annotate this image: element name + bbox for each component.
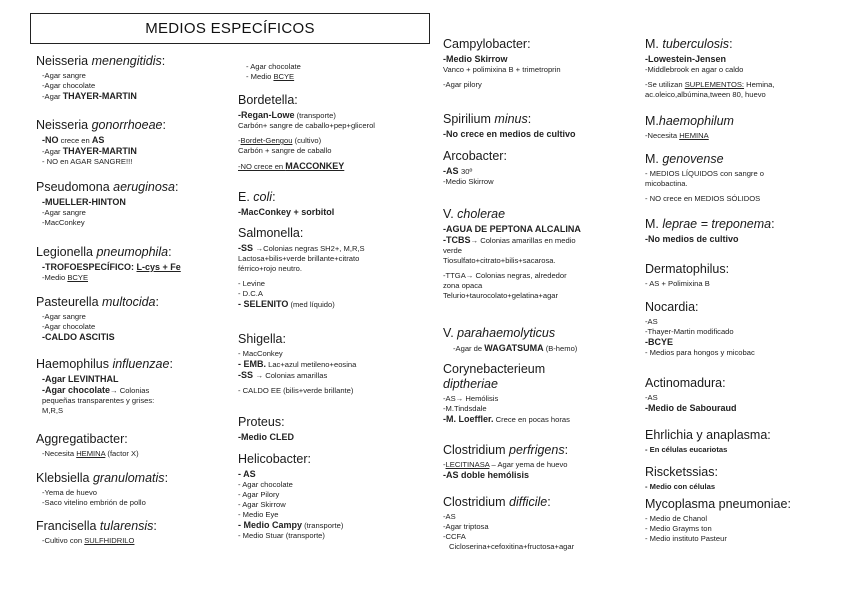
text-line xyxy=(238,520,343,531)
text-line: - AS + Polimixina B xyxy=(645,279,710,288)
text-line: -Agar xyxy=(42,92,63,101)
text-line: Clostridium xyxy=(443,443,509,457)
text-line: (transporte) xyxy=(302,521,344,530)
text-line xyxy=(36,273,181,283)
text-line: -Yema de huevo xyxy=(42,488,98,497)
text-line: leprae = treponema xyxy=(662,217,772,231)
text-line: -NO xyxy=(42,135,59,145)
section-heading: Neisseria menengitidis: xyxy=(36,54,166,68)
section-m-leprae xyxy=(645,217,775,245)
text-line: -Agar xyxy=(42,147,63,156)
text-line: difficile xyxy=(509,495,548,509)
text-line: tuberculosis xyxy=(662,37,730,51)
section-m-tuberculosis xyxy=(645,37,774,100)
text-line xyxy=(36,385,173,396)
section-heading: Ehrlichia y anaplasma: xyxy=(645,428,771,442)
text-line xyxy=(443,235,581,246)
section-heading: Proteus: xyxy=(238,415,285,429)
text-line: - NO crece en MEDIOS SÓLIDOS xyxy=(645,194,761,203)
section-heading xyxy=(443,207,581,222)
text-line: -MacConkey + sorbitol xyxy=(238,207,335,217)
text-line: (transporte) xyxy=(294,111,336,120)
section-corynebacterium xyxy=(443,362,570,425)
text-line: zona opaca xyxy=(443,281,483,290)
section-ecoli xyxy=(238,190,334,218)
text-line: -Bordet-Gengou (cultivo) xyxy=(238,136,322,145)
section-ehrlichia xyxy=(645,428,771,455)
section-heading: Legionella pneumophila: xyxy=(36,245,172,259)
text-line: - Agar chocolate xyxy=(238,480,293,489)
text-line: LECITINASA xyxy=(445,460,490,469)
section-aggregatibacter xyxy=(36,432,139,459)
page-title-box xyxy=(30,13,430,44)
text-line: - Medios para hongos y micobac xyxy=(645,348,755,357)
text-line xyxy=(36,146,166,157)
text-line: menengitidis xyxy=(91,54,162,68)
text-line: - SELENITO xyxy=(238,299,289,309)
text-line: - Agar Pilory xyxy=(238,490,280,499)
text-line: HEMINA xyxy=(76,449,106,458)
section-shigella xyxy=(238,332,356,396)
text-line: -Necesita xyxy=(42,449,77,458)
text-line: -Agar sangre xyxy=(42,71,86,80)
text-line xyxy=(36,135,166,146)
text-line: THAYER-MARTIN xyxy=(62,146,137,156)
text-line: Telurio+taurocolato+gelatina+agar xyxy=(443,291,559,300)
section-helicobacter xyxy=(238,452,343,541)
text-line: - CALDO EE (bilis+verde brillante) xyxy=(238,386,354,395)
page-title: MEDIOS ESPECÍFICOS xyxy=(145,20,315,37)
section-pasteurella-continued xyxy=(240,62,301,82)
text-line: – Agar yema de huevo xyxy=(489,460,568,469)
section-heading: M. leprae = treponema: xyxy=(645,217,775,231)
text-line: - D.C.A xyxy=(238,289,263,298)
text-line: E. xyxy=(238,190,254,204)
section-heading: Aggregatibacter: xyxy=(36,432,128,446)
text-line: Bordet-Gengou xyxy=(240,136,293,145)
text-line: -SS xyxy=(238,370,256,380)
section-heading: Pasteurella multocida: xyxy=(36,295,159,309)
section-heading: Clostridium perfrigens: xyxy=(443,443,569,457)
text-line: - MEDIOS LÍQUIDOS con sangre o xyxy=(645,169,765,178)
text-line: -Agar de xyxy=(453,344,485,353)
text-line: Pasteurella xyxy=(36,295,103,309)
text-line: -Medio Skirrow xyxy=(443,177,494,186)
text-line: Hemina, xyxy=(744,80,775,89)
text-line: (factor X) xyxy=(105,449,139,458)
section-heading: Campylobacter: xyxy=(443,37,531,51)
section-m-haemophilum xyxy=(645,114,734,141)
section-vibrio-parahaemolyticus xyxy=(443,326,577,354)
text-line: -Agar LEVINTHAL xyxy=(42,374,119,384)
text-line: -No medios de cultivo xyxy=(645,234,739,244)
section-heading xyxy=(645,152,764,167)
text-line xyxy=(443,343,577,354)
text-line xyxy=(645,80,774,90)
text-line: perfrigens xyxy=(509,443,565,457)
text-line: -Medio xyxy=(42,273,68,282)
text-line: cholerae xyxy=(457,207,506,221)
text-line: →Colonias negras SH2+, M,R,S xyxy=(255,244,365,253)
text-line: → Colonias xyxy=(110,386,150,395)
section-heading xyxy=(645,114,734,129)
text-line: -AGUA DE PEPTONA ALCALINA xyxy=(443,224,581,234)
text-line: -CCFA xyxy=(443,532,466,541)
text-line: - En células eucariotas xyxy=(645,445,728,454)
section-heading: M. tuberculosis: xyxy=(645,37,733,51)
text-line: M. xyxy=(645,217,663,231)
text-line: -Agar chocolate xyxy=(42,322,96,331)
section-klebsiella xyxy=(36,471,168,508)
text-line: - Medio con células xyxy=(645,482,716,491)
text-line: L-cys + Fe xyxy=(136,262,181,272)
text-line: Haemophilus xyxy=(36,357,113,371)
section-mycoplasma xyxy=(645,497,791,544)
text-line: -CALDO ASCITIS xyxy=(42,332,115,342)
text-line: -Lowestein-Jensen xyxy=(645,54,727,64)
text-line xyxy=(238,359,356,370)
text-line: → Colonias amarillas xyxy=(255,371,328,380)
text-line: V. xyxy=(443,207,458,221)
text-line: - Medio Campy xyxy=(238,520,303,530)
text-line: -Medio CLED xyxy=(238,432,294,442)
text-line: Carbón+ sangre de caballo+pep+glicerol xyxy=(238,121,375,130)
text-line: parahaemolyticus xyxy=(457,326,556,340)
text-line xyxy=(36,449,139,459)
section-clostridium-perfringens xyxy=(443,443,568,481)
text-line: influenzae xyxy=(112,357,170,371)
section-legionella xyxy=(36,245,181,283)
text-line: Cicloserina+cefoxitina+fructosa+agar xyxy=(449,542,575,551)
text-line: haemophilum xyxy=(658,114,734,128)
section-campylobacter xyxy=(443,37,561,90)
text-line: -Regan-Lowe xyxy=(238,110,295,120)
text-line: - Medio Eye xyxy=(238,510,279,519)
text-line: pequeñas transparentes y grises: xyxy=(42,396,155,405)
text-line xyxy=(238,161,375,172)
text-line: M,R,S xyxy=(42,406,64,415)
section-francisella xyxy=(36,519,157,546)
text-line: - EMB. xyxy=(238,359,266,369)
text-line: -AS xyxy=(443,512,456,521)
section-heading: Shigella: xyxy=(238,332,286,346)
section-dermatophilus xyxy=(645,262,729,289)
text-line: granulomatis xyxy=(92,471,165,485)
text-line: -NO crece en xyxy=(238,162,286,171)
text-line: Lac+azul metileno+eosina xyxy=(266,360,357,369)
text-line: -SS xyxy=(238,243,256,253)
text-line: (cultivo) xyxy=(292,136,322,145)
text-line: -M.Tindsdale xyxy=(443,404,487,413)
section-heading: Corynebacterieum xyxy=(443,362,546,376)
text-line: - NO en AGAR SANGRE!!! xyxy=(42,157,133,166)
text-line: verde xyxy=(443,246,462,255)
section-heading: Actinomadura: xyxy=(645,376,726,390)
section-heading: Pseudomona aeruginosa: xyxy=(36,180,179,194)
text-line: minus xyxy=(494,112,528,126)
text-line: -TROFOESPECÍFICO: xyxy=(42,262,137,272)
text-line xyxy=(443,460,568,470)
text-line: BCYE xyxy=(67,273,89,282)
section-vibrio-cholerae xyxy=(443,207,581,301)
text-line: V. xyxy=(443,326,458,340)
text-line: -Agar triptosa xyxy=(443,522,489,531)
section-heading: Mycoplasma pneumoniae: xyxy=(645,497,791,511)
text-line: -Agar chocolate xyxy=(42,385,111,395)
text-line: - AS xyxy=(238,469,256,479)
text-line: -TCBS xyxy=(443,235,471,245)
text-line: -AS xyxy=(443,166,461,176)
text-line: -Middlebrook en agar o caldo xyxy=(645,65,744,74)
section-heading xyxy=(443,377,570,392)
section-heading: Haemophilus influenzae: xyxy=(36,357,173,371)
text-line: Tiosulfato+citrato+bilis+sacarosa. xyxy=(443,256,556,265)
section-haemophilus xyxy=(36,357,173,416)
text-line: férrico+rojo neutro. xyxy=(238,264,302,273)
section-heading: Arcobacter: xyxy=(443,149,507,163)
text-line: -Medio Skirrow xyxy=(443,54,508,64)
text-line: (med líquido) xyxy=(288,300,335,309)
text-line: -MacConkey xyxy=(42,218,85,227)
text-line: M. xyxy=(645,114,659,128)
text-line: Legionella xyxy=(36,245,97,259)
text-line: - Agar Skirrow xyxy=(238,500,286,509)
text-line: -AS→ Hemólisis xyxy=(443,394,499,403)
text-line: Francisella xyxy=(36,519,100,533)
text-line: -Agar sangre xyxy=(42,312,86,321)
text-line xyxy=(238,370,356,381)
text-line: -No crece en medios de cultivo xyxy=(443,129,576,139)
text-line: -MUELLER-HINTON xyxy=(42,197,126,207)
section-heading: Klebsiella granulomatis: xyxy=(36,471,169,485)
section-spirilium xyxy=(443,112,576,140)
text-line: -Saco vitelino embrión de pollo xyxy=(42,498,146,507)
section-nocardia xyxy=(645,300,755,358)
text-line xyxy=(36,91,165,102)
text-line: -Agar chocolate xyxy=(42,81,96,90)
section-salmonella xyxy=(238,226,365,310)
text-line: -TTGA→ Colonias negras, alrededor xyxy=(443,271,567,280)
text-line: - MacConkey xyxy=(238,349,283,358)
text-line: AS xyxy=(91,135,105,145)
text-line: Pseudomona xyxy=(36,180,114,194)
text-line: SULFHIDRILO xyxy=(84,536,135,545)
text-line: -M. Loeffler. xyxy=(443,414,494,424)
text-line: Neisseria xyxy=(36,54,92,68)
text-line: BCYE xyxy=(273,72,295,81)
text-line: aeruginosa xyxy=(113,180,175,194)
text-line: genovense xyxy=(662,152,724,166)
text-line: micobactina. xyxy=(645,179,688,188)
text-line xyxy=(443,414,570,425)
text-line: Clostridium xyxy=(443,495,509,509)
section-heading: Salmonella: xyxy=(238,226,304,240)
section-heading: Helicobacter: xyxy=(238,452,311,466)
text-line: ac.oleico,albúmina,tween 80, huevo xyxy=(645,90,766,99)
text-line: - Medio instituto Pasteur xyxy=(645,534,727,543)
text-line xyxy=(240,72,301,82)
section-heading: Riscketssias: xyxy=(645,465,718,479)
text-line xyxy=(645,131,734,141)
text-line: -Cultivo con xyxy=(42,536,85,545)
text-line: - Medio de Chanol xyxy=(645,514,708,523)
section-pseudomona xyxy=(36,180,178,228)
text-line: -Medio de Sabouraud xyxy=(645,403,737,413)
text-line: Spirilium xyxy=(443,112,495,126)
section-heading: Neisseria gonorrhoeae: xyxy=(36,118,166,132)
section-heading: Bordetella: xyxy=(238,93,298,107)
text-line xyxy=(36,262,181,273)
text-line xyxy=(443,166,507,177)
text-line: 30º xyxy=(461,167,473,176)
text-line: HEMINA xyxy=(679,131,709,140)
text-line: coli xyxy=(253,190,273,204)
text-line: WAGATSUMA xyxy=(484,343,544,353)
text-line: tularensis xyxy=(99,519,154,533)
text-line: Lactosa+bilis+verde brillante+citrato xyxy=(238,254,360,263)
text-line: M. xyxy=(645,152,663,166)
text-line: (B-hemo) xyxy=(543,344,578,353)
text-line: -Agar pilory xyxy=(443,80,482,89)
text-line: Crece en pocas horas xyxy=(493,415,570,424)
section-ricketssias xyxy=(645,465,718,492)
text-line: - Medio Grayms ton xyxy=(645,524,712,533)
section-heading: Clostridium difficile: xyxy=(443,495,551,509)
text-line: -BCYE xyxy=(645,337,674,347)
section-heading: Nocardia: xyxy=(645,300,699,314)
section-proteus xyxy=(238,415,294,443)
text-line: multocida xyxy=(102,295,156,309)
text-line: Klebsiella xyxy=(36,471,93,485)
section-heading: Spirilium minus: xyxy=(443,112,532,126)
text-line: - xyxy=(443,460,446,469)
text-line: Carbón + sangre de caballo xyxy=(238,146,332,155)
section-m-genovense xyxy=(645,152,764,204)
text-line xyxy=(238,299,365,310)
section-actinomadura xyxy=(645,376,737,414)
text-line: -Thayer-Martin modificado xyxy=(645,327,734,336)
section-clostridium-difficile xyxy=(443,495,574,552)
text-line: -AS xyxy=(645,393,658,402)
text-line: pneumophila xyxy=(96,245,169,259)
text-line: Neisseria xyxy=(36,118,92,132)
text-line: -AS xyxy=(645,317,658,326)
section-pasteurella xyxy=(36,295,159,343)
text-line: -AS doble hemólisis xyxy=(443,470,530,480)
text-line xyxy=(36,536,157,546)
text-line: MACCONKEY xyxy=(285,161,345,171)
section-heading: Dermatophilus: xyxy=(645,262,730,276)
text-line: Vanco + polimixina B + trimetroprin xyxy=(443,65,561,74)
text-line: THAYER-MARTIN xyxy=(62,91,137,101)
text-line xyxy=(238,243,365,254)
text-line: - Levine xyxy=(238,279,266,288)
text-line: crece en xyxy=(58,136,92,145)
section-neisseria-meningitidis xyxy=(36,54,165,102)
text-line: - Medio Stuar (transporte) xyxy=(238,531,325,540)
text-line: -Necesita xyxy=(645,131,680,140)
section-heading: E. coli: xyxy=(238,190,276,204)
text-line: - Medio xyxy=(246,72,274,81)
section-heading: Francisella tularensis: xyxy=(36,519,157,533)
text-line: -Se utilizan xyxy=(645,80,685,89)
section-heading xyxy=(443,326,577,341)
text-line: diptheriae xyxy=(443,377,498,391)
text-line: - Agar chocolate xyxy=(246,62,301,71)
text-line: M. xyxy=(645,37,663,51)
section-neisseria-gonorrhoeae xyxy=(36,118,166,167)
section-arcobacter xyxy=(443,149,507,187)
section-bordetella xyxy=(238,93,375,172)
text-line: -Agar sangre xyxy=(42,208,86,217)
text-line: SUPLEMENTOS: xyxy=(684,80,745,89)
text-line xyxy=(238,110,375,121)
text-line: → Colonias amarillas en medio xyxy=(470,236,576,245)
text-line: gonorrhoeae xyxy=(91,118,163,132)
